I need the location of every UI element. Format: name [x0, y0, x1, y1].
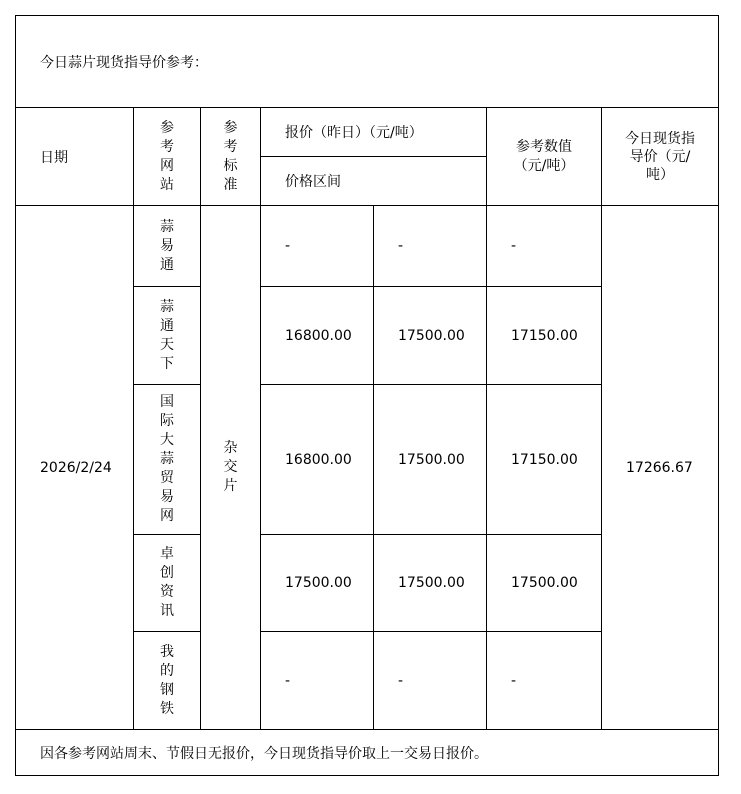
high-price-cell: 17500.00	[374, 535, 487, 632]
header-range: 价格区间	[261, 157, 487, 206]
high-price-cell: -	[374, 206, 487, 287]
ref-value-cell: 17150.00	[487, 287, 602, 385]
header-quote: 报价（昨日）（元/吨）	[261, 108, 487, 157]
price-table	[15, 15, 719, 776]
date-cell: 2026/2/24	[16, 206, 134, 730]
site-cell: 卓创资讯	[134, 535, 201, 632]
high-price-cell: 17500.00	[374, 385, 487, 535]
standard-cell: 杂交片	[201, 206, 261, 730]
footnote: 因各参考网站周末、节假日无报价，今日现货指导价取上一交易日报价。	[16, 730, 719, 776]
header-date: 日期	[16, 108, 134, 206]
header-ref: 参考数值（元/吨）	[487, 108, 602, 206]
ref-value-cell: -	[487, 206, 602, 287]
header-guide: 今日现货指导价（元/吨）	[602, 108, 719, 206]
high-price-cell: 17500.00	[374, 287, 487, 385]
site-cell: 蒜通天下	[134, 287, 201, 385]
ref-value-cell: 17500.00	[487, 535, 602, 632]
header-site: 参考网站	[134, 108, 201, 206]
low-price-cell: -	[261, 632, 374, 730]
low-price-cell: 17500.00	[261, 535, 374, 632]
site-cell: 蒜易通	[134, 206, 201, 287]
site-cell: 国际大蒜贸易网	[134, 385, 201, 535]
ref-value-cell: 17150.00	[487, 385, 602, 535]
page-title: 今日蒜片现货指导价参考：	[16, 16, 719, 108]
site-cell: 我的钢铁	[134, 632, 201, 730]
high-price-cell: -	[374, 632, 487, 730]
table-row	[16, 206, 719, 287]
header-standard: 参考标准	[201, 108, 261, 206]
low-price-cell: 16800.00	[261, 287, 374, 385]
low-price-cell: 16800.00	[261, 385, 374, 535]
low-price-cell: -	[261, 206, 374, 287]
guide-price-cell: 17266.67	[602, 206, 719, 730]
ref-value-cell: -	[487, 632, 602, 730]
